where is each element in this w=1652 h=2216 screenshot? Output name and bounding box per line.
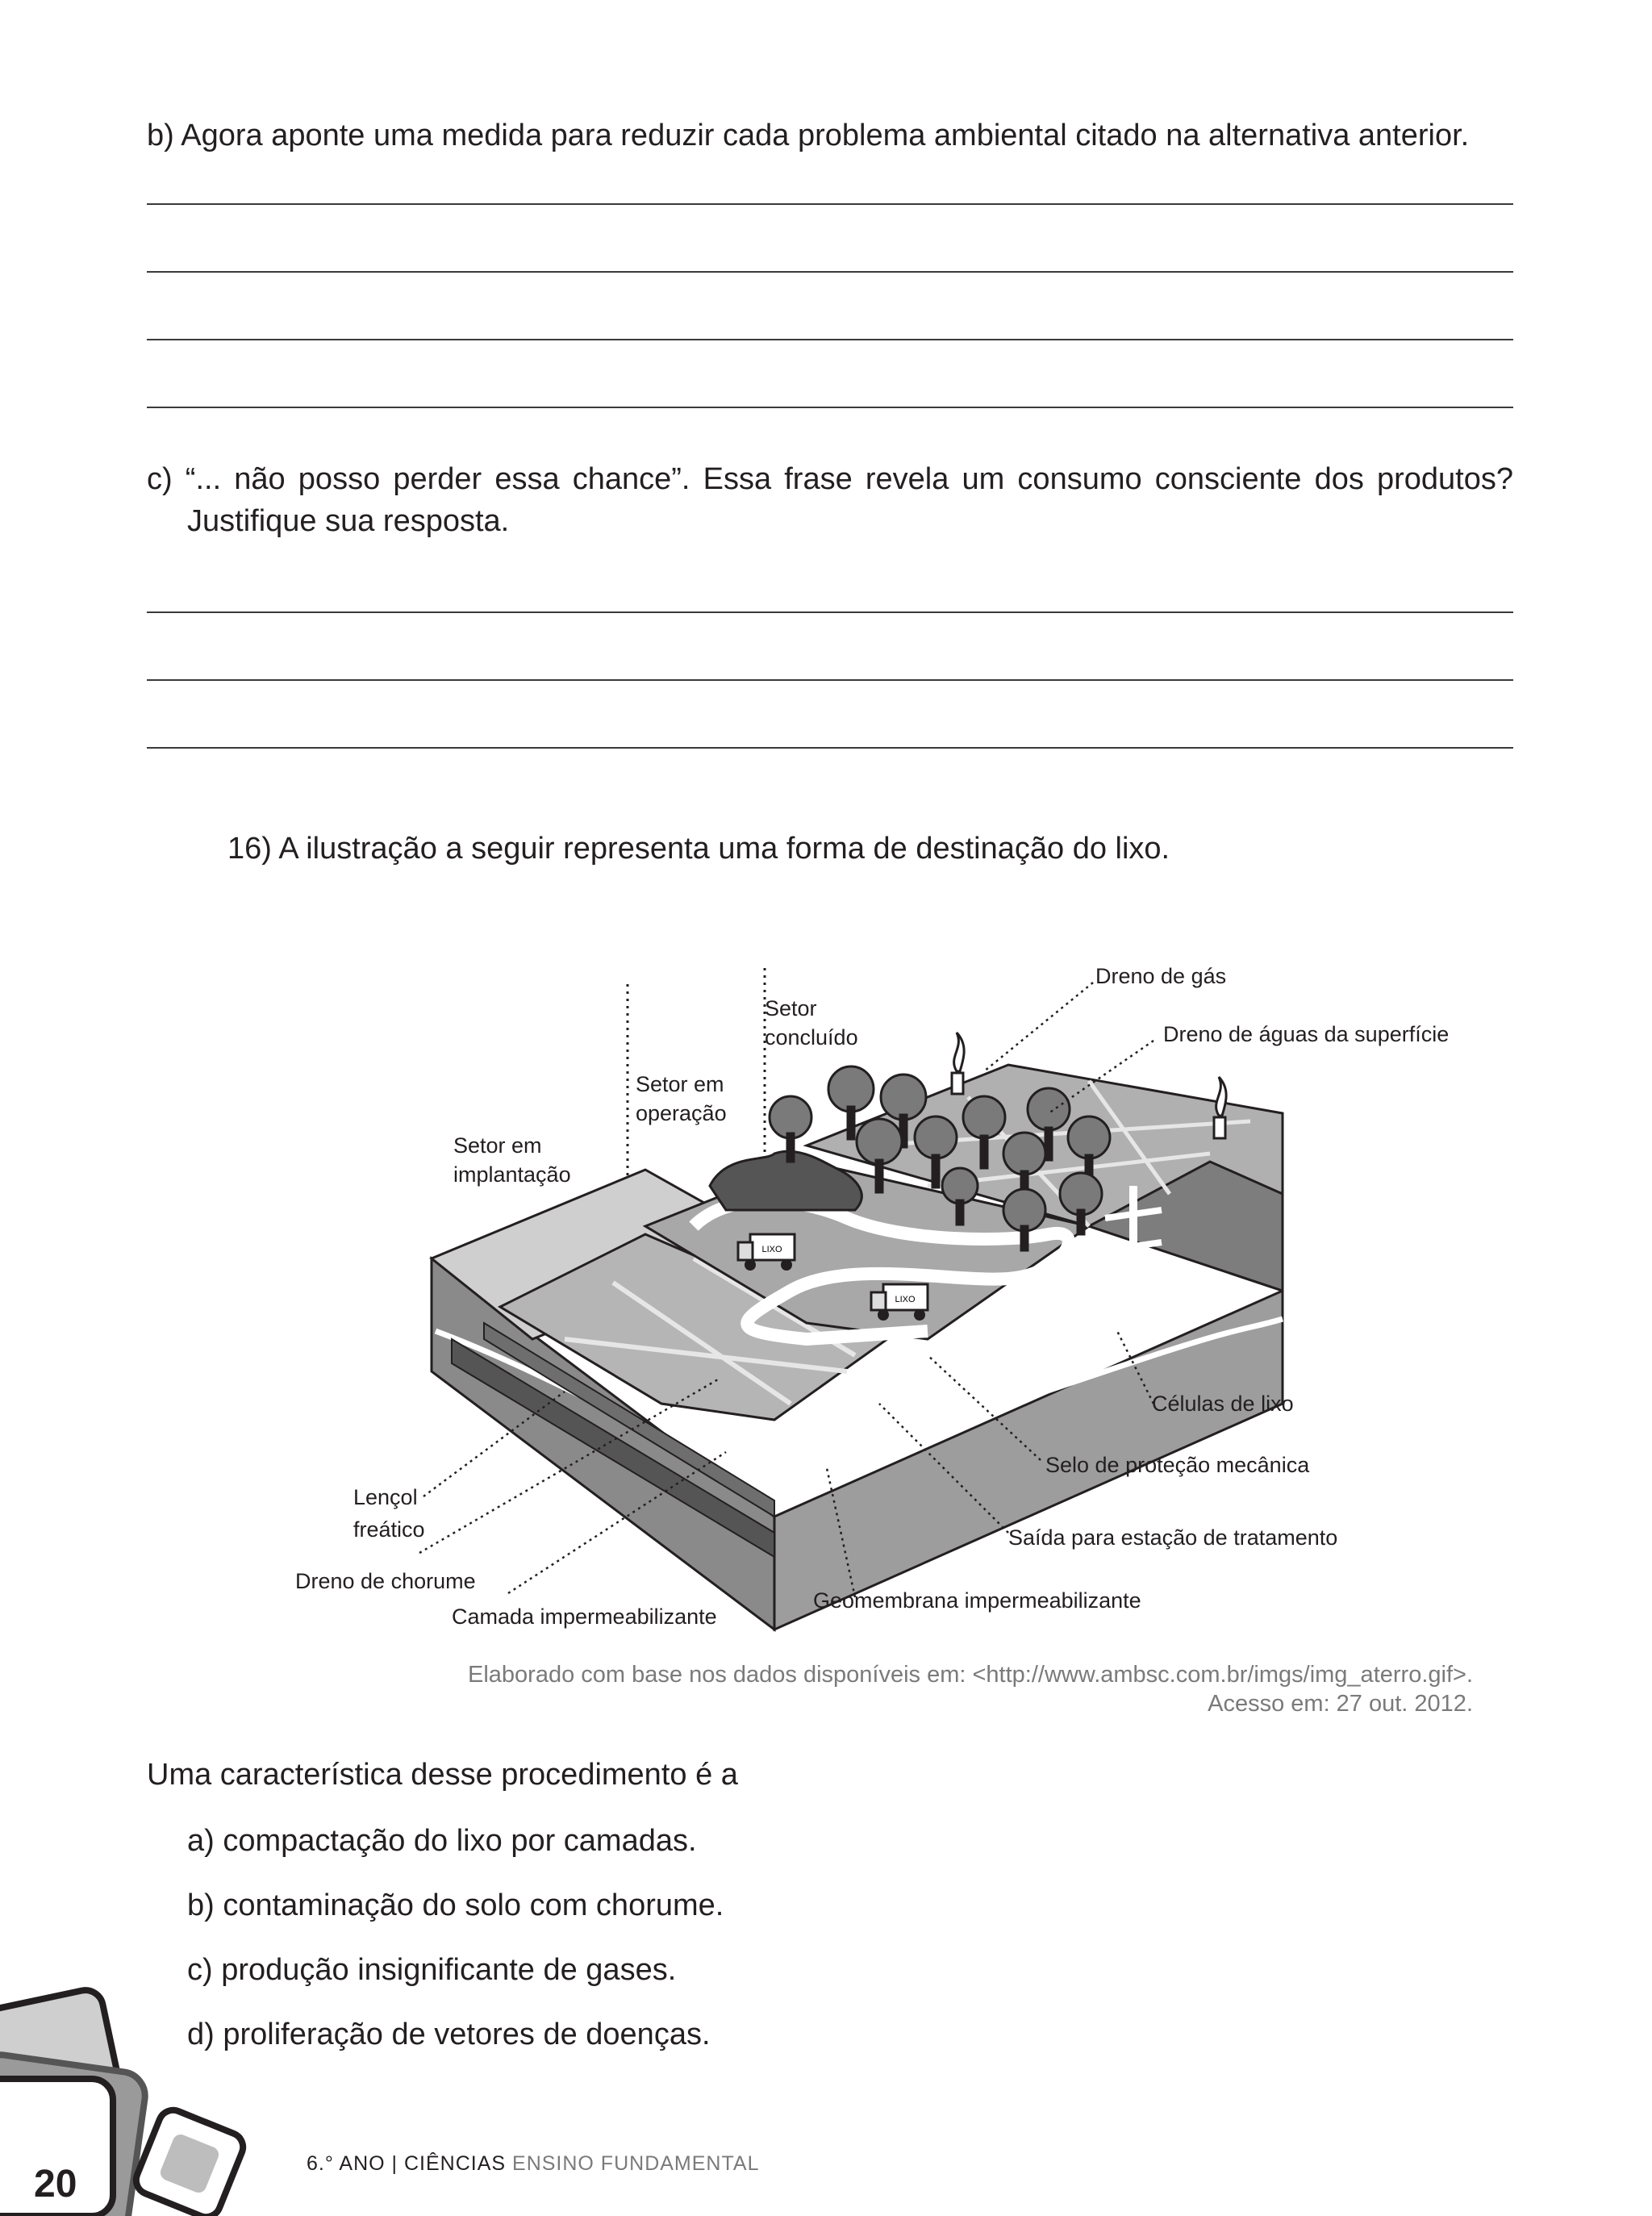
gas-drain-icon xyxy=(1214,1077,1226,1138)
question-c-text: c) “... não posso perder essa chance”. Essa frase revela um consumo consciente dos produtos? xyxy=(147,462,1513,496)
source-access-date: Acesso em: 27 out. 2012. xyxy=(1208,1691,1473,1717)
label-setor-operacao-2: operação xyxy=(636,1101,727,1125)
landfill-illustration xyxy=(0,952,1652,1678)
label-saida-estacao: Saída para estação de tratamento xyxy=(1008,1525,1338,1550)
footer-text xyxy=(307,2152,759,2176)
answer-line[interactable] xyxy=(147,203,1513,205)
footer-level: ENSINO FUNDAMENTAL xyxy=(512,2152,760,2175)
option-a[interactable]: a) compactação do lixo por camadas. xyxy=(187,1824,697,1858)
label-setor-concluido: Setor xyxy=(765,996,817,1020)
source-citation: Elaborado com base nos dados disponíveis em: <http://www.ambsc.com.br/imgs/img_aterro.gif>. xyxy=(468,1662,1473,1688)
label-camada-impermeabilizante: Camada impermeabilizante xyxy=(452,1605,717,1629)
answer-line[interactable] xyxy=(147,747,1513,749)
label-celulas-lixo: Células de lixo xyxy=(1152,1392,1294,1416)
page-number: 20 xyxy=(34,2163,77,2206)
label-geomembrana: Geomembrana impermeabilizante xyxy=(813,1588,1141,1613)
label-lencol-2: freático xyxy=(353,1517,425,1542)
answer-line[interactable] xyxy=(147,679,1513,681)
question-c-text-cont: Justifique sua resposta. xyxy=(187,504,510,538)
label-dreno-gas: Dreno de gás xyxy=(1095,964,1227,988)
label-lencol: Lençol xyxy=(353,1485,418,1509)
answer-line[interactable] xyxy=(147,407,1513,408)
answer-line[interactable] xyxy=(147,271,1513,273)
question-16-text: 16) A ilustração a seguir representa uma forma de destinação do lixo. xyxy=(227,832,1170,866)
svg-text:LIXO: LIXO xyxy=(895,1295,916,1304)
option-d[interactable]: d) proliferação de vetores de doenças. xyxy=(187,2018,711,2051)
label-setor-implantacao-2: implantação xyxy=(453,1162,571,1187)
footer-grade-subject: 6.° ANO | CIÊNCIAS xyxy=(307,2152,507,2175)
svg-text:LIXO: LIXO xyxy=(761,1245,782,1254)
label-dreno-chorume: Dreno de chorume xyxy=(295,1569,476,1593)
answer-line[interactable] xyxy=(147,339,1513,340)
label-setor-concluido-2: concluído xyxy=(765,1025,858,1050)
gas-drain-icon xyxy=(952,1033,964,1094)
answer-line[interactable] xyxy=(147,611,1513,613)
label-selo-protecao: Selo de proteção mecânica xyxy=(1045,1453,1310,1477)
label-setor-operacao: Setor em xyxy=(636,1072,724,1096)
option-b[interactable]: b) contaminação do solo com chorume. xyxy=(187,1888,724,1922)
option-c[interactable]: c) produção insignificante de gases. xyxy=(187,1953,677,1987)
question-b-text: b) Agora aponte uma medida para reduzir cada problema ambiental citado na alternativa anterior. xyxy=(147,119,1470,152)
label-setor-implantacao: Setor em xyxy=(453,1133,542,1158)
question-prompt: Uma característica desse procedimento é a xyxy=(147,1758,738,1792)
label-dreno-aguas: Dreno de águas da superfície xyxy=(1163,1022,1450,1046)
